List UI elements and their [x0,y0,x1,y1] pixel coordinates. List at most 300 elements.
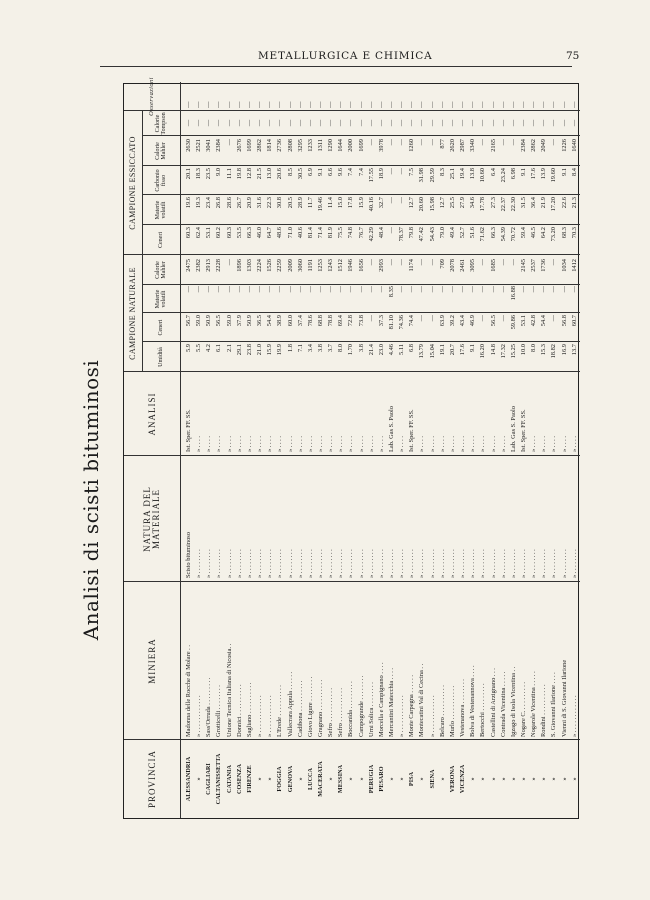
ceneri-cell: 63.9 [438,315,446,327]
provincia-cell: PESARO [377,766,385,792]
calorie-mahler-cell: 709 [438,259,446,269]
materie-volatili-essiccato-cell: 19.46 [316,197,324,212]
calorie-mahler-cell: 1303 [245,259,253,272]
materie-volatili-essiccato-cell: 28.6 [225,197,233,209]
table-row [245,82,254,818]
carbonio-fisso-cell: 9.0 [215,168,223,176]
calorie-mahler-essiccato-cell: 1226 [560,139,568,152]
osservazioni-cell: — [296,101,304,108]
calorie-tompson-cell: — [347,119,355,127]
umidita-cell: 14.8 [489,344,497,356]
carbonio-fisso-cell: 29.59 [428,168,436,183]
umidita-cell: 8.0 [530,344,538,352]
calorie-tompson-cell: — [509,119,517,127]
natura-cell: » . . . . . . . . [459,549,467,578]
materie-volatili-cell: — [489,286,497,293]
ceneri-cell: 59.0 [195,315,203,327]
carbonio-fisso-cell: 8.3 [438,168,446,176]
analisi-cell: » . . . . [276,436,284,452]
calorie-tompson-cell: — [185,119,192,127]
header-campione-naturale: CAMPIONE NATURALE [128,267,137,360]
carbonio-fisso-cell: 31.98 [418,168,426,183]
provincia-cell: COSENZA [235,764,243,794]
umidita-cell: 1.8 [286,344,294,352]
calorie-mahler-essiccato-cell: 1233 [306,139,314,152]
ceneri-cell: 50.9 [245,315,253,327]
ceneri-cell: 37.3 [377,315,385,327]
carbonio-fisso-cell: 17.6 [530,168,538,180]
calorie-mahler-essiccato-cell: 3295 [296,139,304,152]
natura-cell: » . . . . . . . . [530,549,538,578]
calorie-mahler-cell: 2259 [276,259,284,272]
calorie-mahler-cell: — [418,259,426,266]
calorie-mahler-essiccato-cell: 2521 [195,139,203,152]
miniera-cell: Vallecrara Appula . . . . . . [286,671,294,737]
materie-volatili-cell: — [225,286,233,293]
osservazioni-cell: — [519,101,527,108]
analisi-cell: Ist. Sper. FF. SS. [408,409,416,452]
osservazioni-cell: — [560,101,568,108]
ceneri-cell: 59.86 [509,315,517,330]
calorie-tompson-cell: — [316,119,324,127]
carbonio-fisso-cell: 20.1 [185,168,192,180]
materie-volatili-essiccato-cell: 30.8 [276,197,284,209]
carbonio-fisso-cell: 9.1 [560,168,568,176]
analisi-cell: Lab. Gas S. Paolo [388,406,395,452]
ceneri-cell: — [550,315,558,322]
osservazioni-cell: — [367,101,375,108]
miniera-cell: Sefro . . . . . . . . . . . [327,688,335,737]
umidita-cell: 10.0 [519,344,527,356]
calorie-tompson-cell: — [306,119,314,127]
carbonio-fisso-cell: 7.4 [357,168,365,176]
ceneri-essiccato-cell: 46.0 [256,227,264,239]
header-ceneri: Ceneri [157,319,164,336]
calorie-mahler-cell: 1253 [316,259,324,272]
table-row [306,82,315,818]
materie-volatili-cell: — [540,286,548,293]
natura-cell: » . . . . . . . . [398,549,406,578]
calorie-tompson-cell: — [245,119,253,127]
ceneri-cell: 72.8 [347,315,355,327]
osservazioni-cell: — [398,101,406,108]
natura-cell: » . . . . . . . . [540,549,548,578]
ceneri-cell: 78.8 [327,315,335,327]
osservazioni-cell: — [205,101,213,108]
provincia-cell: » [509,777,517,781]
osservazioni-cell: — [479,101,487,108]
analysis-table [123,77,579,819]
osservazioni-cell: — [509,101,517,108]
natura-cell: » . . . . . . . . [438,549,446,578]
ceneri-essiccato-cell: 70.72 [509,227,517,242]
natura-cell: » . . . . . . . . [327,549,335,578]
ceneri-cell: 38.9 [276,315,284,327]
osservazioni-cell: — [245,101,253,108]
materie-volatili-cell: — [286,286,294,293]
umidita-cell: 18.82 [550,344,558,359]
calorie-tompson-cell: — [388,119,395,127]
osservazioni-cell: — [448,101,456,108]
calorie-mahler-cell: 3095 [469,259,477,272]
natura-cell: » . . . . . . . . [316,549,324,578]
calorie-mahler-cell: 1243 [327,259,335,272]
provincia-cell: FIRENZE [245,765,253,793]
calorie-tompson-cell: — [377,119,385,127]
osservazioni-cell: — [499,101,507,108]
materie-volatili-essiccato-cell: 26.7 [235,197,243,209]
materie-volatili-essiccato-cell: 36.4 [530,197,538,209]
provincia-cell: CAGLIARI [205,763,213,795]
header-rule [100,66,572,67]
calorie-mahler-cell: 1656 [357,259,365,272]
osservazioni-cell: — [195,101,203,108]
materie-volatili-essiccato-cell: 40.16 [367,197,375,212]
page-number: 75 [566,50,580,62]
calorie-mahler-cell: 2475 [185,259,192,272]
miniera-cell: Castellini di Arzignano . . . [489,668,497,737]
ceneri-essiccato-cell: 81.9 [327,227,335,239]
provincia-cell: FOGGIA [276,766,284,792]
osservazioni-cell: — [256,101,264,108]
calorie-mahler-essiccato-cell: 2736 [276,139,284,152]
miniera-cell: Sass'Orruda . . . . . . . . . [205,677,213,737]
ceneri-cell: 60.0 [286,315,294,327]
calorie-tompson-cell: — [296,119,304,127]
materie-volatili-essiccato-cell: — [388,197,395,204]
osservazioni-cell: — [327,101,335,108]
osservazioni-cell: — [286,101,294,108]
provincia-cell: » [560,777,568,781]
ceneri-cell: 54.4 [266,315,274,327]
header-calorie-mahler: Calorie Mahler [154,261,167,279]
carbonio-fisso-cell: 30.5 [296,168,304,180]
calorie-mahler-essiccato-cell: 2384 [519,139,527,152]
ceneri-essiccato-cell: 73.20 [550,227,558,242]
ceneri-essiccato-cell: 66.3 [489,227,497,239]
ceneri-essiccato-cell: 62.4 [195,227,203,239]
materie-volatili-cell: — [418,286,426,293]
ceneri-essiccato-cell: 46.5 [530,227,538,239]
ceneri-essiccato-cell: 40.6 [296,227,304,239]
carbonio-fisso-cell: 19.60 [550,168,558,183]
miniera-cell: Belcaro . . . . . . . . . . [438,685,446,737]
materie-volatili-essiccato-cell: 23.4 [205,197,213,209]
umidita-cell: 6.8 [408,344,416,352]
running-head [0,40,650,62]
calorie-mahler-essiccato-cell: — [509,139,517,146]
natura-cell: » . . . . . . . . [337,549,345,578]
ceneri-cell: 43.4 [459,315,467,327]
calorie-tompson-cell: — [215,119,223,127]
materie-volatili-essiccato-cell: 32.7 [377,197,385,209]
osservazioni-cell: — [347,101,355,108]
table-row [225,82,234,818]
ceneri-cell: 37.4 [296,315,304,327]
calorie-mahler-essiccato-cell: 1290 [327,139,335,152]
analisi-cell: » . . . . [327,436,335,452]
calorie-tompson-cell: — [357,119,365,127]
materie-volatili-essiccato-cell: 22.6 [560,197,568,209]
umidita-cell: 1.70 [347,344,355,356]
natura-cell: » . . . . . . . . [215,549,223,578]
provincia-cell: MESSINA [337,764,345,794]
provincia-cell: CALTANISSETTA [215,753,223,805]
miniera-cell: Igzago di Isola Vicentina . . [509,666,517,737]
ceneri-essiccato-cell: 53.1 [205,227,213,239]
calorie-tompson-cell: — [560,119,568,127]
carbonio-fisso-cell: 6.4 [489,168,497,176]
ceneri-cell: — [367,315,375,322]
calorie-mahler-essiccato-cell: 877 [438,139,446,149]
calorie-tompson-cell: — [418,119,426,127]
carbonio-fisso-cell: 8.4 [570,168,578,176]
provincia-cell: PERUGIA [367,764,375,794]
table-row [235,82,244,818]
miniera-cell: Mercantini Matecchia . . . . [388,667,395,737]
natura-cell: » . . . . . . . . [448,549,456,578]
header-materie-volatili: Materie volatili [154,289,167,309]
calorie-mahler-cell: 2461 [459,259,467,272]
materie-volatili-cell: — [327,286,335,293]
materie-volatili-essiccato-cell: 17.20 [550,197,558,212]
materie-volatili-cell: — [428,286,436,293]
umidita-cell: 3.7 [327,344,335,352]
materie-volatili-cell: 16.88 [509,286,517,301]
analisi-cell: » . . . . [225,436,233,452]
materie-volatili-essiccato-cell: 22.3 [266,197,274,209]
ceneri-essiccato-cell: 60.3 [185,227,192,239]
natura-cell: » . . . . . . . . [499,549,507,578]
analisi-cell: » . . . . [286,436,294,452]
materie-volatili-essiccato-cell: 21.9 [540,197,548,209]
materie-volatili-essiccato-cell: 31.5 [519,197,527,209]
carbonio-fisso-cell: 18.9 [377,168,385,180]
materie-volatili-cell: — [185,286,192,293]
carbonio-fisso-cell: 7.4 [347,168,355,176]
materie-volatili-essiccato-cell: 27.3 [489,197,497,209]
miniera-cell: Cadibona . . . . . . . . . . [296,680,304,737]
calorie-mahler-cell: 1174 [408,259,416,272]
miniera-cell: Madonna delle Rocche di Molare . . [185,645,192,737]
calorie-tompson-cell: — [550,119,558,127]
umidita-cell: 3.4 [306,344,314,352]
miniera-cell: S. Giovanni Ilarione . . . . [550,672,558,737]
calorie-mahler-essiccato-cell: 2165 [489,139,497,152]
ceneri-essiccato-cell: 59.4 [519,227,527,239]
umidita-cell: 6.1 [215,344,223,352]
calorie-mahler-cell: — [509,259,517,266]
materie-volatili-essiccato-cell: 26.8 [215,197,223,209]
carbonio-fisso-cell: 9.1 [519,168,527,176]
materie-volatili-cell: — [337,286,345,293]
umidita-cell: 15.3 [540,344,548,356]
analisi-cell: » . . . . [469,436,477,452]
miniera-cell: Rondini . . . . . . . . . . [540,684,548,737]
ceneri-cell: 69.4 [337,315,345,327]
materie-volatili-cell: — [256,286,264,293]
materie-volatili-cell: — [398,286,406,293]
materie-volatili-essiccato-cell: 25.5 [448,197,456,209]
provincia-cell: » [519,777,527,781]
osservazioni-cell: — [215,101,223,108]
analisi-cell: » . . . . [448,436,456,452]
miniera-cell: Sefro . . . . . . . . . . . [337,688,345,737]
calorie-mahler-cell: 1946 [347,259,355,272]
umidita-cell: 4.2 [205,344,213,352]
calorie-tompson-cell: — [519,119,527,127]
miniera-cell: Vestenanova . . . . . . . . [459,679,467,737]
materie-volatili-cell: — [205,286,213,293]
calorie-tompson-cell: — [530,119,538,127]
calorie-tompson-cell: — [499,119,507,127]
miniera-cell: Murlo . . . . . . . . . . . [448,685,456,737]
analisi-cell: » . . . . [296,436,304,452]
natura-cell: » . . . . . . . . [408,549,416,578]
materie-volatili-essiccato-cell: 15.98 [428,197,436,212]
materie-volatili-cell: — [519,286,527,293]
provincia-cell: » [327,777,335,781]
natura-cell: » . . . . . . . . [428,549,436,578]
calorie-mahler-cell: 1412 [570,259,578,272]
carbonio-fisso-cell: 25.1 [448,168,456,180]
calorie-mahler-cell: 3060 [296,259,304,272]
analisi-cell: » . . . . [499,436,507,452]
osservazioni-cell: — [550,101,558,108]
ceneri-cell: — [479,315,487,322]
table-row [509,82,518,818]
materie-volatili-essiccato-cell: 12.7 [438,197,446,209]
natura-cell: » . . . . . . . . [570,549,578,578]
umidita-cell: 17.32 [499,344,507,359]
natura-cell: » . . . . . . . . [235,549,243,578]
table-row [286,82,295,818]
table-row [194,82,203,818]
ceneri-cell: — [428,315,436,322]
table-row [519,82,528,818]
carbonio-fisso-cell: 7.5 [408,168,416,176]
analisi-cell: » . . . . [479,436,487,452]
header-rule-bottom [180,82,181,818]
carbonio-fisso-cell: 23.5 [205,168,213,180]
ceneri-cell: 39.2 [448,315,456,327]
ceneri-essiccato-cell: 70.3 [570,227,578,239]
miniera-cell: Montecatini Val di Cecina . . [418,663,426,737]
umidita-cell: 5.9 [185,344,192,352]
calorie-mahler-essiccato-cell: — [428,139,436,146]
miniera-cell: Monte Carpegna . . . . . . [408,675,416,737]
ceneri-essiccato-cell: 66.3 [245,227,253,239]
ceneri-essiccato-cell: 79.0 [438,227,446,239]
analisi-cell: » . . . . [540,436,548,452]
calorie-tompson-cell: — [398,119,406,127]
carbonio-fisso-cell: 18.3 [195,168,203,180]
miniera-cell: Unione Tecnica Italiana di Nicosia. . [225,643,233,737]
materie-volatili-cell: — [276,286,284,293]
osservazioni-cell: — [357,101,365,108]
natura-cell: » . . . . . . . . [245,549,253,578]
materie-volatili-essiccato-cell: 21.3 [570,197,578,209]
ceneri-essiccato-cell: 79.8 [408,227,416,239]
calorie-mahler-cell: 1685 [489,259,497,272]
provincia-cell: VICENZA [459,764,467,794]
ceneri-essiccato-cell: 76.7 [357,227,365,239]
ceneri-cell: 56.5 [215,315,223,327]
ceneri-cell: — [499,315,507,322]
osservazioni-cell: — [337,101,345,108]
calorie-mahler-essiccato-cell: — [398,139,406,146]
calorie-mahler-essiccato-cell: 2000 [347,139,355,152]
osservazioni-cell: — [469,101,477,108]
table-row [377,82,386,818]
miniera-cell: Campogrande . . . . . . . . [357,675,365,737]
natura-cell: » . . . . . . . . [296,549,304,578]
materie-volatili-cell: — [357,286,365,293]
umidita-cell: 3.8 [357,344,365,352]
materie-volatili-cell: — [316,286,324,293]
table-frame [123,77,579,819]
provincia-cell: » [418,777,426,781]
materie-volatili-essiccato-cell: 17.78 [479,197,487,212]
analisi-cell: » . . . . [316,436,324,452]
calorie-tompson-cell: — [479,119,487,127]
calorie-mahler-essiccato-cell: 2862 [256,139,264,152]
table-row [407,82,416,818]
table-row [458,82,467,818]
calorie-mahler-cell: — [388,259,395,266]
materie-volatili-cell: — [245,286,253,293]
materie-volatili-cell: — [448,286,456,293]
materie-volatili-essiccato-cell: 15.9 [357,197,365,209]
materie-volatili-cell: — [570,286,578,293]
analisi-cell: » . . . . [337,436,345,452]
analisi-cell: » . . . . [266,436,274,452]
materie-volatili-essiccato-cell: 34.6 [469,197,477,209]
umidita-cell: 13.79 [418,344,426,359]
provincia-cell: CATANIA [225,765,233,793]
carbonio-fisso-cell: 6.9 [306,168,314,176]
calorie-mahler-cell: 2078 [448,259,456,272]
osservazioni-cell: — [570,101,578,108]
ceneri-cell: 74.4 [408,315,416,327]
calorie-mahler-essiccato-cell: 2630 [185,139,192,152]
calorie-tompson-cell: — [327,119,335,127]
analisi-cell: » . . . . [357,436,365,452]
osservazioni-cell: — [428,101,436,108]
calorie-mahler-cell: 1896 [235,259,243,272]
ceneri-essiccato-cell: 49.4 [448,227,456,239]
provincia-cell: VERONA [448,765,456,793]
provincia-cell: » [570,777,578,781]
calorie-tompson-cell: — [235,119,243,127]
analisi-cell: » . . . . [306,436,314,452]
table-row [448,82,457,818]
ceneri-essiccato-cell: 48.4 [377,227,385,239]
provincia-cell: » [550,777,558,781]
provincia-cell: ALESSANDRIA [185,756,192,802]
calorie-mahler-essiccato-cell: 3978 [377,139,385,152]
materie-volatili-cell: — [306,286,314,293]
miniera-cell: Nogare C. . . . . . . . . . [519,681,527,737]
umidita-cell: 13.7 [570,344,578,356]
ceneri-essiccato-cell: 42.29 [367,227,375,242]
materie-volatili-cell: — [499,286,507,293]
umidita-cell: 21.0 [256,344,264,356]
miniera-cell: L'Erede . . . . . . . . . . [276,685,284,737]
materie-volatili-cell: — [215,286,223,293]
miniera-cell: Boccanida . . . . . . . . . [347,681,355,737]
natura-cell: » . . . . . . . . [479,549,487,578]
